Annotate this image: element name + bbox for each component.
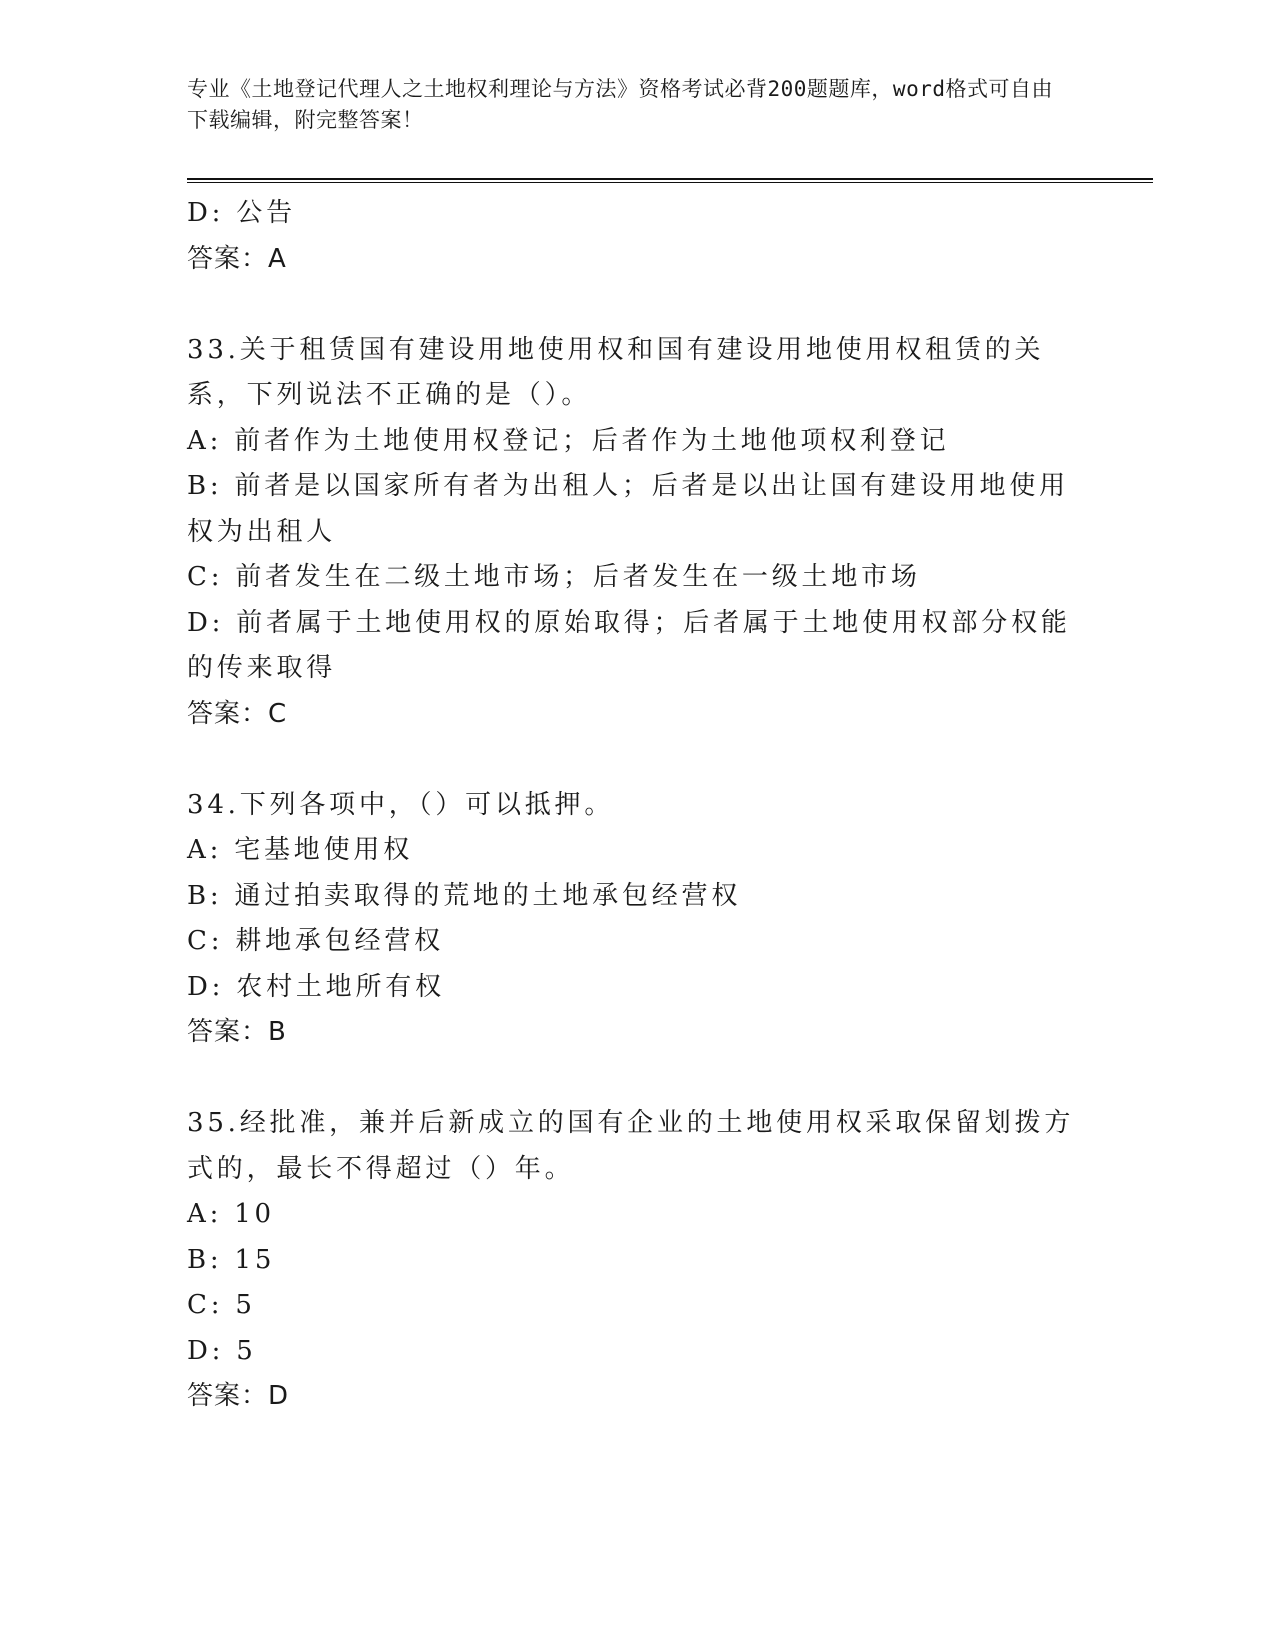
- option-c: C: 耕地承包经营权: [187, 926, 444, 956]
- option-a: A: 宅基地使用权: [187, 835, 414, 865]
- document-body: [187, 191, 1087, 1420]
- option-b: B: 15: [187, 1244, 276, 1275]
- option-b: B: 通过拍卖取得的荒地的土地承包经营权: [187, 880, 742, 911]
- option-c: C: 前者发生在二级土地市场；后者发生在一级土地市场: [187, 562, 921, 592]
- question-stem: 33.关于租赁国有建设用地使用权和国有建设用地使用权租赁的关系，下列说法不正确的是（）。: [187, 334, 1045, 410]
- question-34: [187, 783, 1087, 1056]
- page-header: 专业《土地登记代理人之土地权利理论与方法》资格考试必背200题题库，word格式可自由下载编辑，附完整答案！: [187, 77, 1053, 132]
- answer-line: 答案：B: [187, 1017, 287, 1047]
- option-d: D: 公告: [187, 198, 296, 228]
- spacer: [187, 737, 1087, 783]
- header-divider: [187, 178, 1153, 183]
- option-c: C: 5: [187, 1290, 256, 1320]
- spacer: [187, 1056, 1087, 1102]
- answer-line: 答案：A: [187, 243, 287, 274]
- question-33: [187, 328, 1087, 738]
- question-stem: 35.经批准，兼并后新成立的国有企业的土地使用权采取保留划拨方式的，最长不得超过（）年。: [187, 1108, 1075, 1184]
- question-stem: 34.下列各项中，（）可以抵押。: [187, 789, 615, 820]
- option-d: D: 农村土地所有权: [187, 971, 445, 1002]
- option-d: D: 5: [187, 1335, 257, 1366]
- answer-line: 答案：D: [187, 1381, 290, 1411]
- question-35: [187, 1101, 1087, 1420]
- option-d: D: 前者属于土地使用权的原始取得；后者属于土地使用权部分权能的传来取得: [187, 607, 1071, 683]
- option-a: A: 10: [187, 1199, 275, 1229]
- option-a: A: 前者作为土地使用权登记；后者作为土地他项权利登记: [187, 425, 950, 456]
- previous-question-tail: [187, 191, 1087, 282]
- spacer: [187, 282, 1087, 328]
- answer-line: 答案：C: [187, 698, 288, 729]
- option-b: B: 前者是以国家所有者为出租人；后者是以出让国有建设用地使用权为出租人: [187, 471, 1069, 547]
